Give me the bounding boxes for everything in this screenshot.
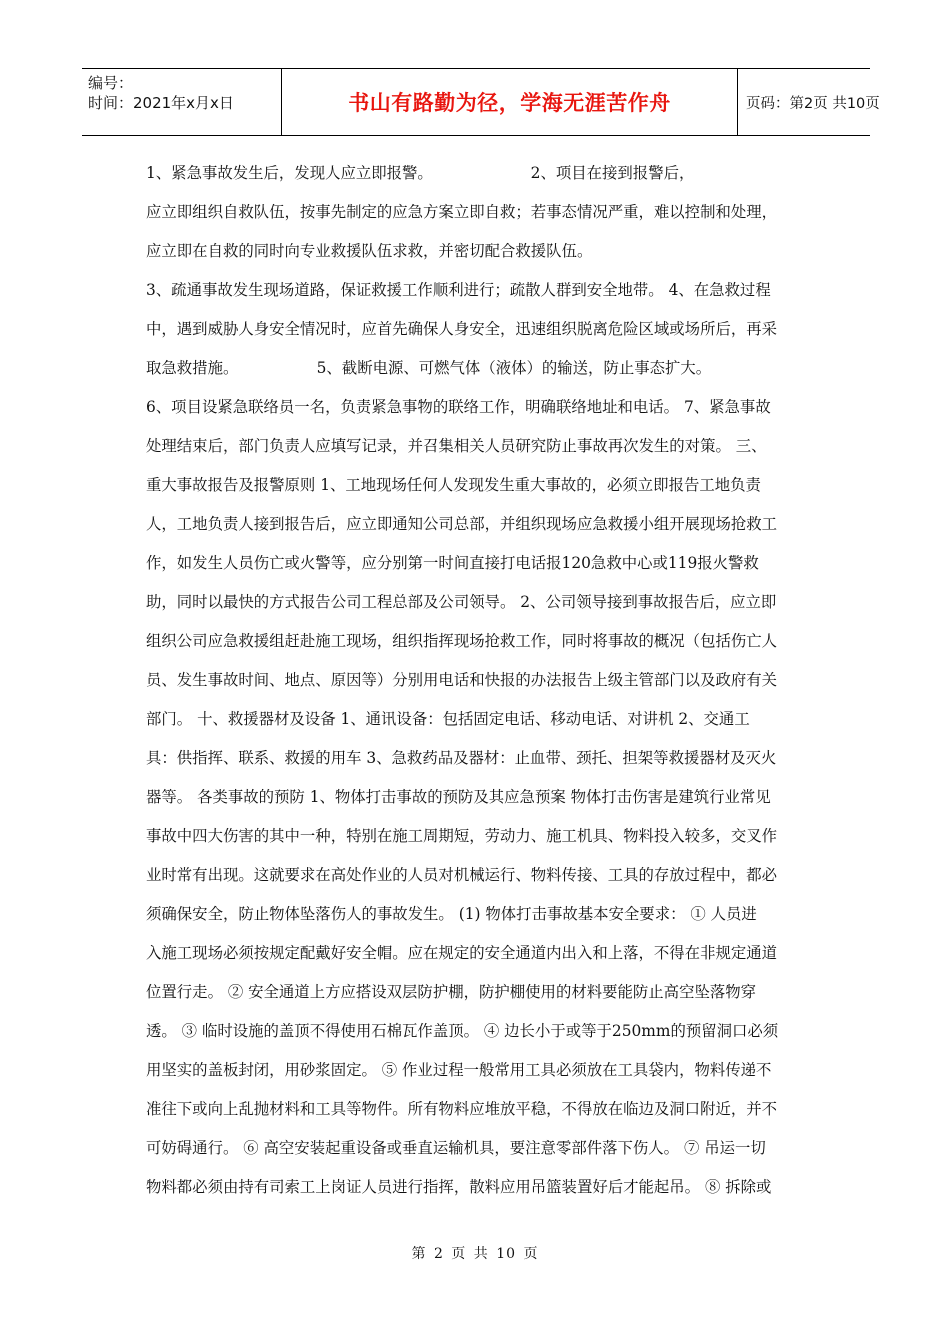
page-footer: 第 2 页 共 10 页 (411, 1246, 539, 1262)
text-line: 用坚实的盖板封闭，用砂浆固定。 ⑤ 作业过程一般常用工具必须放在工具袋内，物料传递不 (146, 1061, 772, 1079)
text-line: 透。 ③ 临时设施的盖顶不得使用石棉瓦作盖顶。 ④ 边长小于或等于250mm的预留洞口必须 (146, 1022, 779, 1040)
text-line: 3、疏通事故发生现场道路，保证救援工作顺利进行；疏散人群到安全地带。 4、在急救过程 (146, 281, 771, 299)
text-line: 员、发生事故时间、地点、原因等）分别用电话和快报的办法报告上级主管部门以及政府有关 (146, 671, 778, 689)
text-line: 助，同时以最快的方式报告公司工程总部及公司领导。 2、公司领导接到事故报告后，应立即 (146, 593, 777, 611)
text-line: 处理结束后，部门负责人应填写记录，并召集相关人员研究防止事故再次发生的对策。 三、 (146, 437, 767, 455)
text-line: 具：供指挥、联系、救援的用车 3、急救药品及器材：止血带、颈托、担架等救援器材及灭火 (146, 749, 777, 767)
text-line: 位置行走。 ② 安全通道上方应搭设双层防护棚，防护棚使用的材料要能防止高空坠落物穿 (146, 983, 757, 1001)
text-line: 准往下或向上乱抛材料和工具等物件。所有物料应堆放平稳，不得放在临边及洞口附近，并不 (146, 1100, 778, 1118)
page-header (82, 68, 880, 136)
text-line: 部门。 十、救援器材及设备 1、通讯设备：包括固定电话、移动电话、对讲机 2、交通工 (146, 710, 750, 728)
text-line: 重大事故报告及报警原则 1、工地现场任何人发现发生重大事故的，必须立即报告工地负责 (146, 476, 761, 494)
header-meta-cell (82, 69, 282, 135)
text-line: 业时常有出现。这就要求在高处作业的人员对机械运行、物料传接、工具的存放过程中，都必 (146, 866, 778, 884)
text-line: 入施工现场必须按规定配戴好安全帽。应在规定的安全通道内出入和上落，不得在非规定通道 (146, 944, 778, 962)
text-line: 可妨碍通行。 ⑥ 高空安装起重设备或垂直运输机具，要注意零部件落下伤人。 ⑦ 吊运一切 (146, 1139, 766, 1157)
text-line: 事故中四大伤害的其中一种，特别在施工周期短，劳动力、施工机具、物料投入较多，交叉作 (146, 827, 778, 845)
text-line: 组织公司应急救援组赶赴施工现场，组织指挥现场抢救工作，同时将事故的概况（包括伤亡人 (146, 632, 778, 650)
text-line: 6、项目设紧急联络员一名，负责紧急事物的联络工作，明确联络地址和电话。 7、紧急事故 (146, 398, 771, 416)
text-line: 人，工地负责人接到报告后，应立即通知公司总部，并组织现场应急救援小组开展现场抢救工 (146, 515, 778, 533)
header-motto: 书山有路勤为径，学海无涯苦作舟 (282, 69, 738, 135)
text-line: 1、紧急事故发生后，发现人应立即报警。 2、项目在接到报警后， (146, 164, 695, 182)
document-body (146, 154, 808, 1207)
text-line: 器等。 各类事故的预防 1、物体打击事故的预防及其应急预案 物体打击伤害是建筑行业常见 (146, 788, 771, 806)
text-line: 物料都必须由持有司索工上岗证人员进行指挥，散料应用吊篮装置好后才能起吊。 ⑧ 拆除或 (146, 1178, 772, 1196)
text-line: 应立即组织自救队伍，按事先制定的应急方案立即自救；若事态情况严重，难以控制和处理， (146, 203, 778, 221)
header-page-info: 页码：第2页 共10页 (746, 95, 880, 112)
text-line: 中，遇到威胁人身安全情况时，应首先确保人身安全，迅速组织脱离危险区域或场所后，再采 (146, 320, 778, 338)
text-line: 应立即在自救的同时向专业救援队伍求救，并密切配合救援队伍。 (146, 242, 593, 260)
date-label: 时间：2021年x月x日 (88, 94, 234, 112)
text-line: 取急救措施。 5、截断电源、可燃气体（液体）的输送，防止事态扩大。 (146, 359, 712, 377)
serial-number-label: 编号： (88, 74, 134, 92)
text-line: 作，如发生人员伤亡或火警等，应分别第一时间直接打电话报120急救中心或119报火警救 (146, 554, 759, 572)
text-line: 须确保安全，防止物体坠落伤人的事故发生。 (1) 物体打击事故基本安全要求： ① 人员进 (146, 905, 757, 923)
